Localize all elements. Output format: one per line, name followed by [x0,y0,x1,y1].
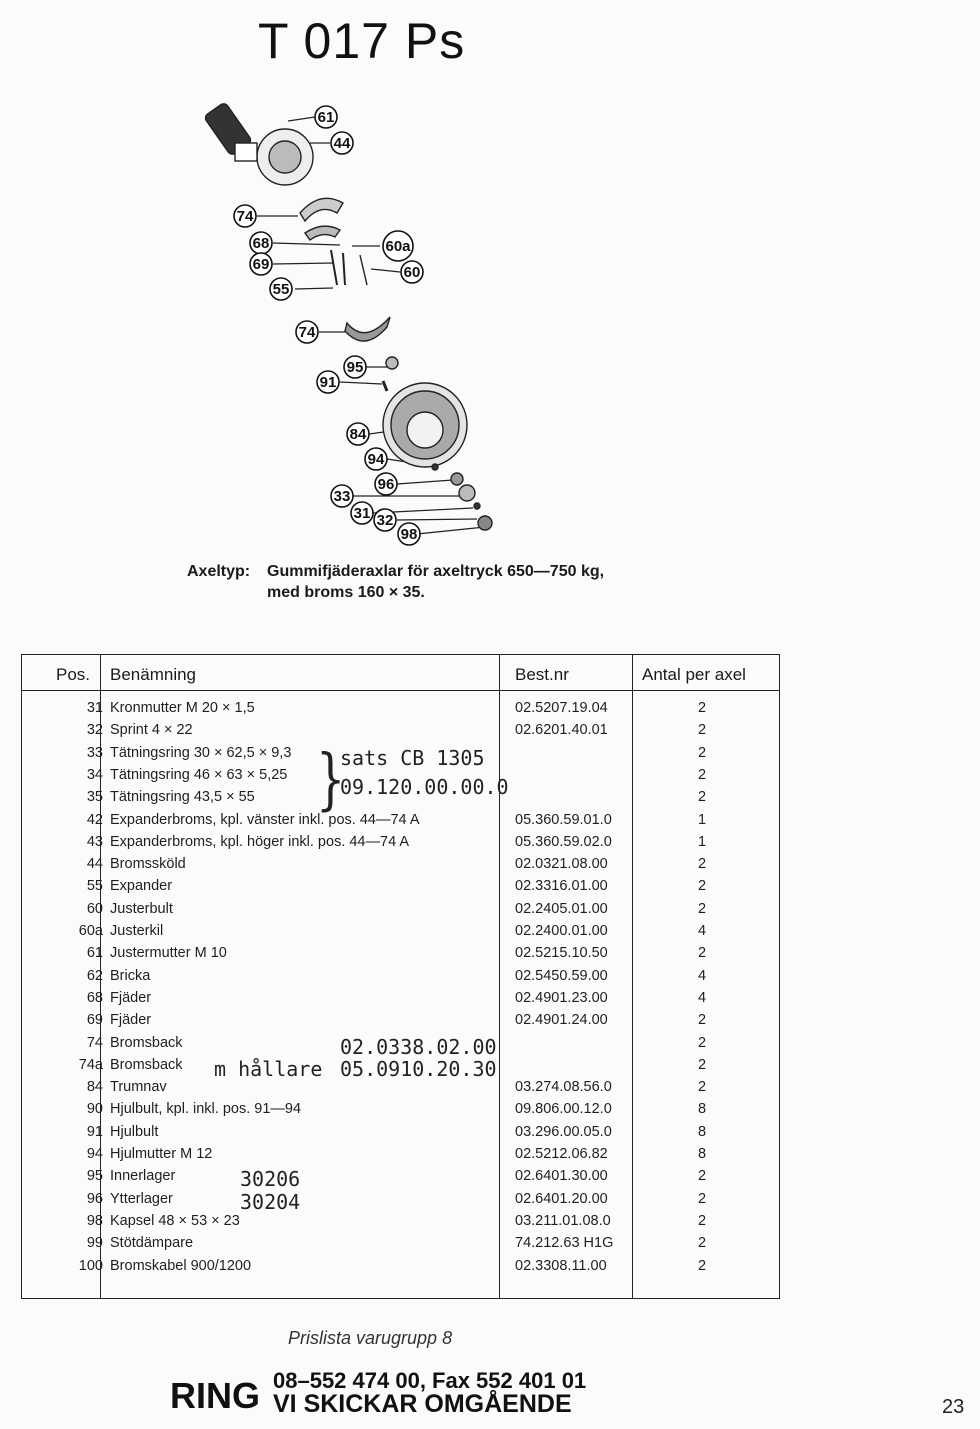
row-antal: 2 [698,1168,707,1185]
row-benamning: Tätningsring 30 × 62,5 × 9,3 [110,744,292,761]
row-pos: 42 [86,811,103,828]
row-benamning: Kapsel 48 × 53 × 23 [110,1212,240,1229]
callout-label: 91 [319,374,337,391]
row-pos: 60 [86,900,103,917]
table-row [22,1189,779,1211]
row-antal: 1 [698,833,707,850]
row-pos: 62 [86,967,103,984]
table-row [22,1166,779,1188]
handwritten-hallare-number: 05.0910.20.30 [340,1057,497,1081]
callout-label: 60 [403,264,421,281]
row-bestnr: 09.806.00.12.0 [515,1101,612,1118]
row-pos: 31 [86,700,103,716]
row-benamning: Hjulbult, kpl. inkl. pos. 91—94 [110,1101,302,1118]
row-antal: 4 [698,967,707,984]
row-antal: 8 [698,1146,707,1162]
row-antal: 8 [698,1101,707,1118]
row-pos: 60a [78,923,103,939]
row-bestnr: 02.6401.30.00 [515,1168,608,1185]
row-pos: 61 [86,945,103,962]
row-pos: 99 [86,1235,103,1252]
row-benamning: Fjäder [110,989,152,1006]
handwritten-innerlager: 30206 [240,1167,301,1191]
row-antal: 2 [698,1079,707,1096]
row-pos: 98 [86,1212,103,1229]
row-antal: 2 [698,1235,707,1252]
handwritten-hallare-label: m hållare [214,1057,323,1081]
row-antal: 2 [698,856,707,873]
callout-label: 31 [353,505,371,522]
row-antal: 2 [698,700,707,716]
row-pos: 91 [86,1123,103,1140]
row-antal: 1 [698,811,707,828]
callout-label: 94 [367,451,385,468]
row-bestnr: 03.274.08.56.0 [515,1079,612,1096]
handwritten-sats: sats CB 1305 [340,746,485,770]
row-benamning: Justermutter M 10 [110,945,227,962]
row-bestnr: 05.360.59.01.0 [515,811,612,828]
header-bestnr: Best.nr [515,665,569,684]
callout-label: 95 [346,359,364,376]
row-pos: 84 [86,1079,103,1096]
row-bestnr: 02.5212.06.82 [515,1146,608,1162]
header-antal: Antal per axel [642,665,746,684]
row-antal: 2 [698,1190,707,1207]
row-benamning: Justerbult [110,900,173,917]
callout-label: 32 [376,512,394,529]
row-benamning: Kronmutter M 20 × 1,5 [110,700,255,716]
row-bestnr: 02.3316.01.00 [515,878,608,895]
row-pos: 44 [86,856,103,873]
row-antal: 2 [698,1034,707,1051]
table-row [22,1099,779,1121]
row-bestnr: 02.4901.23.00 [515,989,608,1006]
row-pos: 69 [86,1012,103,1029]
row-benamning: Sprint 4 × 22 [110,722,193,739]
row-antal: 2 [698,945,707,962]
row-bestnr: 02.3308.11.00 [515,1257,607,1274]
ring-label: RING [170,1375,260,1416]
row-bestnr: 02.5450.59.00 [515,967,608,984]
table-row [22,966,779,988]
callout-label: 74 [236,208,254,225]
row-pos: 94 [86,1146,103,1162]
header-benamning: Benämning [110,665,197,684]
row-bestnr: 03.211.01.08.0 [515,1212,611,1229]
row-pos: 68 [86,989,103,1006]
row-benamning: Bromsback [110,1056,183,1073]
table-row [22,1122,779,1144]
table-row [22,854,779,876]
row-antal: 8 [698,1123,707,1140]
callout-label: 69 [252,256,270,273]
callout-label: 55 [272,281,290,298]
row-benamning: Bromsback [110,1034,183,1051]
table-row [22,1010,779,1032]
handwritten-bromsback-number: 02.0338.02.00 [340,1035,497,1059]
axle-type-line-1: Gummifjäderaxlar för axeltryck 650—750 kg, [267,563,605,580]
callout-label: 98 [400,526,418,543]
row-bestnr: 02.5215.10.50 [515,945,608,962]
row-benamning: Innerlager [110,1168,176,1185]
row-antal: 2 [698,878,707,895]
row-bestnr: 02.2405.01.00 [515,900,608,917]
row-pos: 33 [86,744,103,761]
row-pos: 74a [78,1056,103,1073]
shipping-slogan: VI SKICKAR OMGÅENDE [273,1390,572,1418]
row-antal: 2 [698,789,707,806]
table-row [22,921,779,943]
table-row [22,1256,779,1278]
row-bestnr: 02.0321.08.00 [515,856,608,873]
row-benamning: Hjulmutter M 12 [110,1146,213,1162]
table-row [22,1211,779,1233]
table-row [22,810,779,832]
parts-table [21,654,780,1299]
row-pos: 74 [86,1034,103,1051]
row-bestnr: 02.5207.19.04 [515,700,608,716]
callout-label: 60a [385,238,411,255]
row-benamning: Expanderbroms, kpl. höger inkl. pos. 44—74 A [110,833,410,850]
row-bestnr: 02.6201.40.01 [515,722,608,739]
row-antal: 2 [698,1056,707,1073]
row-antal: 4 [698,989,707,1006]
header-pos: Pos. [56,665,91,684]
table-row [22,876,779,898]
row-antal: 2 [698,722,707,739]
row-antal: 2 [698,1012,707,1029]
row-antal: 4 [698,923,707,939]
row-benamning: Bricka [110,967,151,984]
axle-type-label: Axeltyp: [187,563,251,580]
row-benamning: Tätningsring 46 × 63 × 5,25 [110,766,288,783]
row-benamning: Fjäder [110,1012,152,1029]
table-row [22,1233,779,1255]
row-antal: 2 [698,766,707,783]
table-row [22,720,779,742]
row-bestnr: 02.4901.24.00 [515,1012,608,1029]
row-antal: 2 [698,900,707,917]
phone-fax: 08–552 474 00, Fax 552 401 01 [273,1368,587,1393]
row-bestnr: 02.6401.20.00 [515,1190,608,1207]
table-row [22,899,779,921]
row-bestnr: 74.212.63 H1G [515,1235,614,1252]
row-benamning: Stötdämpare [110,1235,194,1252]
price-list-caption: Prislista varugrupp 8 [288,1328,453,1348]
row-pos: 96 [86,1190,103,1207]
row-antal: 2 [698,1212,707,1229]
page-number: 23 [942,1396,965,1418]
row-benamning: Expander [110,878,173,895]
callout-label: 61 [317,109,335,126]
handwritten-ytterlager: 30204 [240,1190,301,1214]
callout-label: 84 [349,426,367,443]
table-row [22,1144,779,1166]
exploded-axle-diagram [195,95,505,555]
row-pos: 90 [86,1101,103,1118]
axle-type-line-2: med broms 160 × 35. [267,584,425,601]
row-benamning: Justerkil [110,923,164,939]
callout-label: 74 [298,324,316,341]
row-pos: 100 [78,1257,103,1274]
row-benamning: Bromssköld [110,856,186,873]
row-bestnr: 05.360.59.02.0 [515,833,612,850]
callout-label: 68 [252,235,270,252]
row-bestnr: 02.2400.01.00 [515,923,608,939]
row-pos: 95 [86,1168,103,1185]
table-row [22,988,779,1010]
table-row [22,832,779,854]
row-benamning: Ytterlager [110,1190,173,1207]
table-row [22,698,779,720]
row-benamning: Trumnav [110,1079,167,1096]
callout-label: 44 [333,135,351,152]
row-antal: 2 [698,744,707,761]
row-benamning: Hjulbult [110,1123,159,1140]
row-benamning: Tätningsring 43,5 × 55 [110,789,255,806]
row-antal: 2 [698,1257,707,1274]
handwritten-sats-number: 09.120.00.00.0 [340,775,509,799]
row-benamning: Expanderbroms, kpl. vänster inkl. pos. 44—74 A [110,811,420,828]
brace-mark: } [316,739,346,818]
callout-label: 33 [333,488,351,505]
row-benamning: Bromskabel 900/1200 [110,1257,252,1274]
row-bestnr: 03.296.00.05.0 [515,1123,612,1140]
row-pos: 55 [86,878,103,895]
callout-label: 96 [377,476,395,493]
row-pos: 32 [86,722,103,739]
row-pos: 34 [86,766,103,783]
header-divider [22,690,779,691]
table-row [22,943,779,965]
row-pos: 43 [86,833,103,850]
page-title: T 017 Ps [258,13,466,69]
row-pos: 35 [86,789,103,806]
